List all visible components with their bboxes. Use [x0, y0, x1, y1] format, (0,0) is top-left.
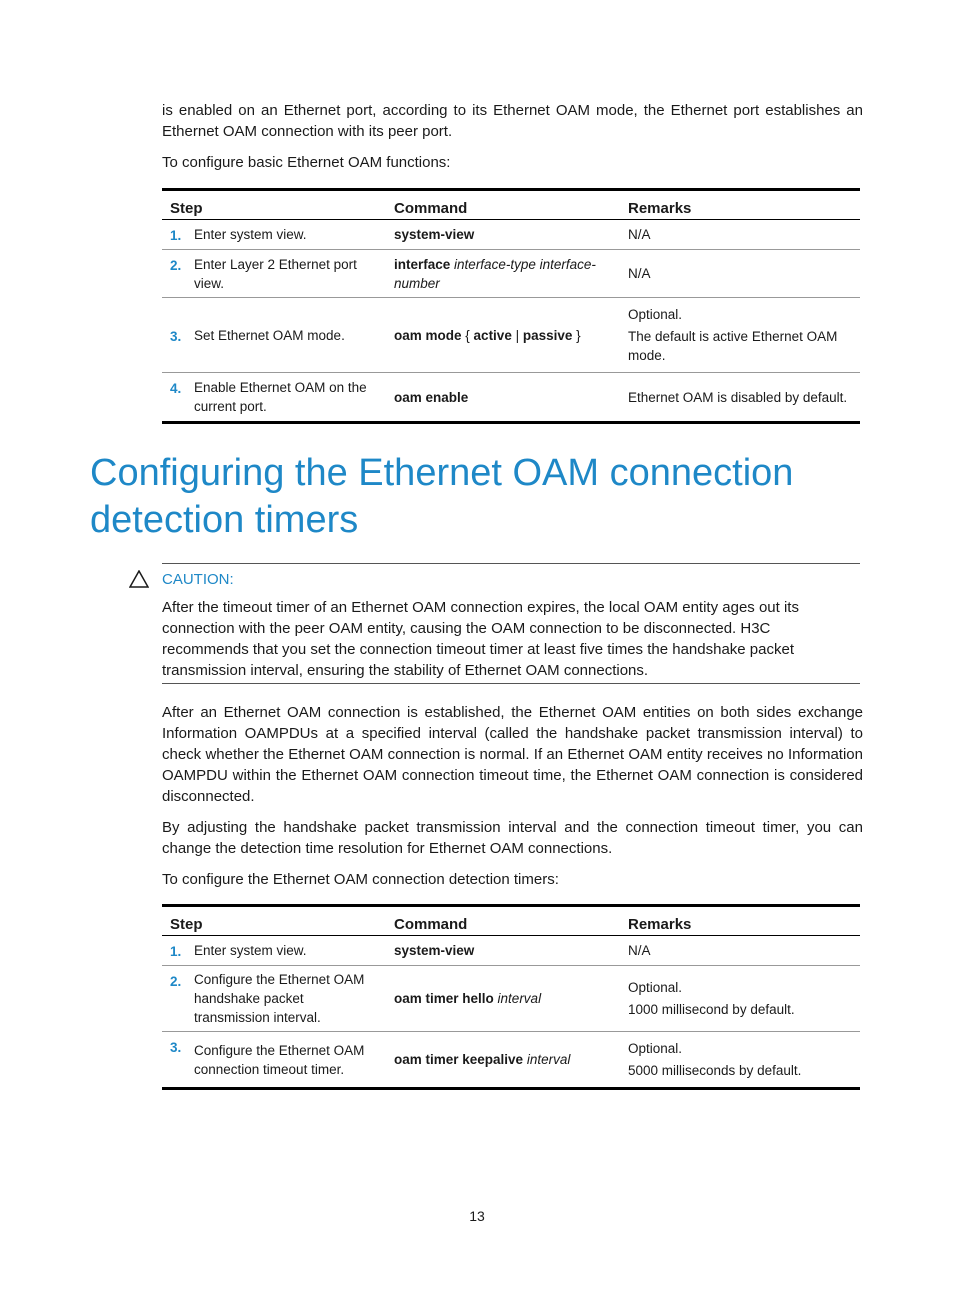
step-command — [386, 1032, 620, 1089]
table-row — [162, 966, 860, 1032]
page-number: 13 — [469, 1208, 485, 1224]
basic-functions-table — [162, 188, 860, 424]
table-row — [162, 298, 860, 373]
command-argument: interval — [526, 1052, 571, 1067]
table-header-row — [162, 190, 860, 220]
remark-line: Optional. — [628, 1041, 683, 1056]
command-keyword: oam mode — [394, 327, 462, 343]
body-lead-in: To configure the Ethernet OAM connection detection timers: — [162, 871, 559, 888]
command-option-active: active — [473, 327, 512, 343]
intro-paragraph: is enabled on an Ethernet port, according to its Ethernet OAM mode, the Ethernet port establishes an Ethernet OAM connection with its peer port. — [162, 102, 863, 140]
step-command — [386, 220, 620, 250]
step-command — [386, 250, 620, 298]
step-remarks — [620, 1032, 860, 1089]
header-remarks: Remarks — [620, 190, 860, 220]
table-row — [162, 373, 860, 423]
header-step: Step — [162, 906, 386, 936]
step-number: 2. — [162, 966, 186, 1032]
step-remarks — [620, 250, 860, 298]
step-command — [386, 373, 620, 423]
command-argument: interval — [497, 991, 542, 1006]
step-description: Enter system view. — [186, 220, 386, 250]
remark-line: The default is active Ethernet OAM mode. — [628, 329, 838, 363]
step-remarks — [620, 220, 860, 250]
step-remarks — [620, 373, 860, 423]
command-brace-close: } — [572, 327, 581, 343]
command-brace-open: { — [465, 327, 474, 343]
caution-label: CAUTION: — [162, 571, 234, 588]
step-remarks — [620, 298, 860, 373]
remark-line: N/A — [628, 227, 651, 242]
step-number: 4. — [162, 373, 186, 423]
body-paragraph: By adjusting the handshake packet transmission interval and the connection timeout timer, you can change the detection time resolution for Ethernet OAM connections. — [162, 819, 863, 857]
step-number: 2. — [162, 250, 186, 298]
step-command — [386, 966, 620, 1032]
step-description: Enable Ethernet OAM on the current port. — [186, 373, 386, 423]
step-description: Configure the Ethernet OAM handshake packet transmission interval. — [186, 966, 386, 1032]
table-row — [162, 1032, 860, 1089]
remark-line: 1000 millisecond by default. — [628, 1002, 795, 1017]
body-paragraph: After an Ethernet OAM connection is established, the Ethernet OAM entities on both sides exchange Information OAMPDUs at a specified interval (called the handshake packet transmission interval) to check whether the Ethernet OAM connection is normal. If an Ethernet OAM entity receives no Information OAMPDU within the Ethernet OAM connection timeout time, the Ethernet OAM connection is considered disconnected. — [162, 704, 863, 805]
caution-text: After the timeout timer of an Ethernet OAM connection expires, the local OAM entity ages out its connection with the peer OAM entity, causing the OAM connection to be disconnected. H3C recommends that you set the connection timeout timer at least five times the handshake packet transmission interval, ensuring the stability of Ethernet OAM connections. — [162, 599, 799, 679]
header-command: Command — [386, 190, 620, 220]
intro-lead-in: To configure basic Ethernet OAM functions: — [162, 154, 451, 171]
remark-line: Optional. — [628, 980, 683, 995]
command-keyword: system-view — [394, 227, 475, 242]
caution-icon — [129, 570, 149, 588]
command-keyword: system-view — [394, 943, 475, 958]
section-heading: Configuring the Ethernet OAM connection detection timers — [90, 452, 794, 541]
remark-line: Ethernet OAM is disabled by default. — [628, 389, 848, 405]
step-number: 1. — [162, 220, 186, 250]
remark-line: N/A — [628, 943, 651, 958]
step-command — [386, 298, 620, 373]
header-remarks: Remarks — [620, 906, 860, 936]
step-number: 1. — [162, 936, 186, 966]
step-description: Configure the Ethernet OAM connection timeout timer. — [186, 1032, 386, 1089]
detection-timers-table — [162, 904, 860, 1090]
step-description: Enter system view. — [186, 936, 386, 966]
step-remarks — [620, 966, 860, 1032]
step-number: 3. — [162, 298, 186, 373]
header-step: Step — [162, 190, 386, 220]
table-row — [162, 250, 860, 298]
remark-line: N/A — [628, 266, 651, 281]
command-keyword: oam timer keepalive — [394, 1052, 524, 1067]
remark-line: 5000 milliseconds by default. — [628, 1063, 802, 1078]
command-argument: interface-type interface-number — [394, 256, 596, 291]
step-remarks — [620, 936, 860, 966]
step-description: Set Ethernet OAM mode. — [186, 298, 386, 373]
caution-box — [162, 563, 860, 684]
remark-line: Optional. — [628, 307, 683, 322]
table-header-row — [162, 906, 860, 936]
command-keyword: oam enable — [394, 389, 469, 405]
command-keyword: oam timer hello — [394, 991, 494, 1006]
command-option-passive: passive — [522, 327, 573, 343]
step-number: 3. — [162, 1032, 186, 1089]
command-separator: | — [511, 327, 523, 343]
step-command — [386, 936, 620, 966]
step-description: Enter Layer 2 Ethernet port view. — [186, 250, 386, 298]
command-keyword: interface — [394, 256, 451, 272]
table-row — [162, 936, 860, 966]
header-command: Command — [386, 906, 620, 936]
table-row — [162, 220, 860, 250]
